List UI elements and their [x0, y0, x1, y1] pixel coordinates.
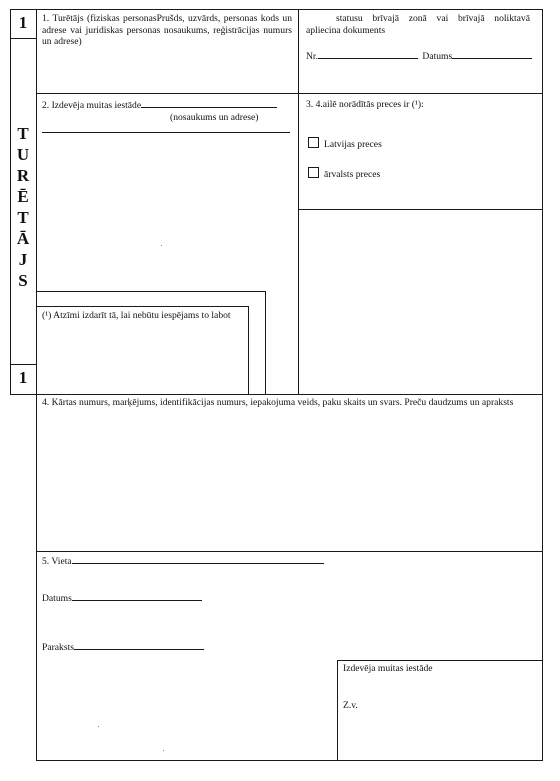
row1-bottom-right — [298, 93, 542, 94]
latvian-goods-checkbox[interactable] — [308, 137, 319, 148]
side-letter: Ā — [16, 229, 30, 248]
stamp-box-title: Izdevēja muitas iestāde — [343, 663, 433, 674]
scan-speck — [98, 726, 99, 727]
date-input-line[interactable] — [72, 592, 202, 601]
side-bottom-edge — [10, 394, 36, 395]
latvian-goods-label: Latvijas preces — [324, 139, 382, 150]
side-number-bottom: 1 — [18, 368, 28, 387]
step-outer-top — [36, 291, 265, 292]
side-top-cell-bottom — [10, 38, 36, 39]
foreign-goods-checkbox[interactable] — [308, 167, 319, 178]
step-outer-right — [265, 291, 266, 394]
frame-bottom — [36, 760, 543, 761]
footnote-text: (¹) Atzīmi izdarīt tā, lai nebūtu iespējams to labot — [42, 310, 231, 321]
stamp-box-left — [337, 660, 338, 760]
signature-label: Paraksts — [42, 642, 74, 653]
status-document-text: statusu brīvajā zonā vai brīvajā noliktavā apliecina dokuments — [306, 13, 530, 36]
side-letter: T — [17, 208, 29, 227]
frame-top — [10, 9, 542, 10]
foreign-goods-label: ārvalsts preces — [324, 169, 381, 180]
place-input-line[interactable] — [72, 555, 324, 564]
side-bottom-cell-top — [10, 364, 36, 365]
box2-issuing-office-label: 2. Izdevēja muitas iestāde — [42, 100, 142, 111]
row1-bottom-left — [36, 93, 298, 94]
scan-speck — [163, 750, 164, 751]
nr-label: Nr. — [306, 51, 318, 62]
box3-label: 3. 4.ailē norādītās preces ir (¹): — [306, 99, 424, 110]
box4-top — [36, 394, 542, 395]
scan-speck — [161, 245, 162, 246]
side-letter: S — [18, 271, 28, 290]
document-date-input-line[interactable] — [452, 50, 532, 59]
place-label: 5. Vieta — [42, 556, 72, 567]
box5-place-row — [42, 555, 324, 568]
document-datums-label: Datums — [422, 51, 453, 62]
box2-second-input-line[interactable] — [42, 132, 290, 133]
box1-holder-label: 1. Turētājs (fiziskas personasPrušds, uzvārds, personas kods un adrese vai juridiskas personas nosaukums, reģistrācijas numurs un adrese) — [42, 13, 292, 47]
side-number-top: 1 — [18, 13, 28, 32]
box5-top — [36, 551, 542, 552]
side-letter: Ē — [17, 187, 29, 206]
box5-signature-row — [42, 641, 204, 654]
stamp-label: Z.v. — [343, 700, 358, 711]
side-letter: R — [16, 166, 30, 185]
side-letter: J — [18, 250, 28, 269]
box4-goods-description-label: 4. Kārtas numurs, marķējums, identifikācijas numurs, iepakojuma veids, paku skaits un svars. Preču daudzums un apraksts — [42, 397, 514, 408]
box2-row — [42, 99, 277, 112]
date-label: Datums — [42, 593, 72, 604]
side-letter: T — [17, 124, 29, 143]
box2-office-input-line[interactable] — [141, 99, 277, 108]
document-nr-row — [306, 50, 532, 63]
nr-input-line[interactable] — [318, 50, 418, 59]
step-inner-right — [248, 306, 249, 394]
box5-date-row — [42, 592, 202, 605]
side-letter: U — [16, 145, 30, 164]
frame-right — [542, 9, 543, 761]
signature-input-line[interactable] — [74, 641, 204, 650]
side-column-right — [36, 9, 37, 395]
box3-bottom — [298, 209, 542, 210]
box2-caption: (nosaukums un adrese) — [170, 112, 259, 123]
step-inner-top — [36, 306, 248, 307]
box4-left — [36, 394, 37, 761]
divider-col1-col2 — [298, 9, 299, 394]
stamp-box-top — [337, 660, 542, 661]
